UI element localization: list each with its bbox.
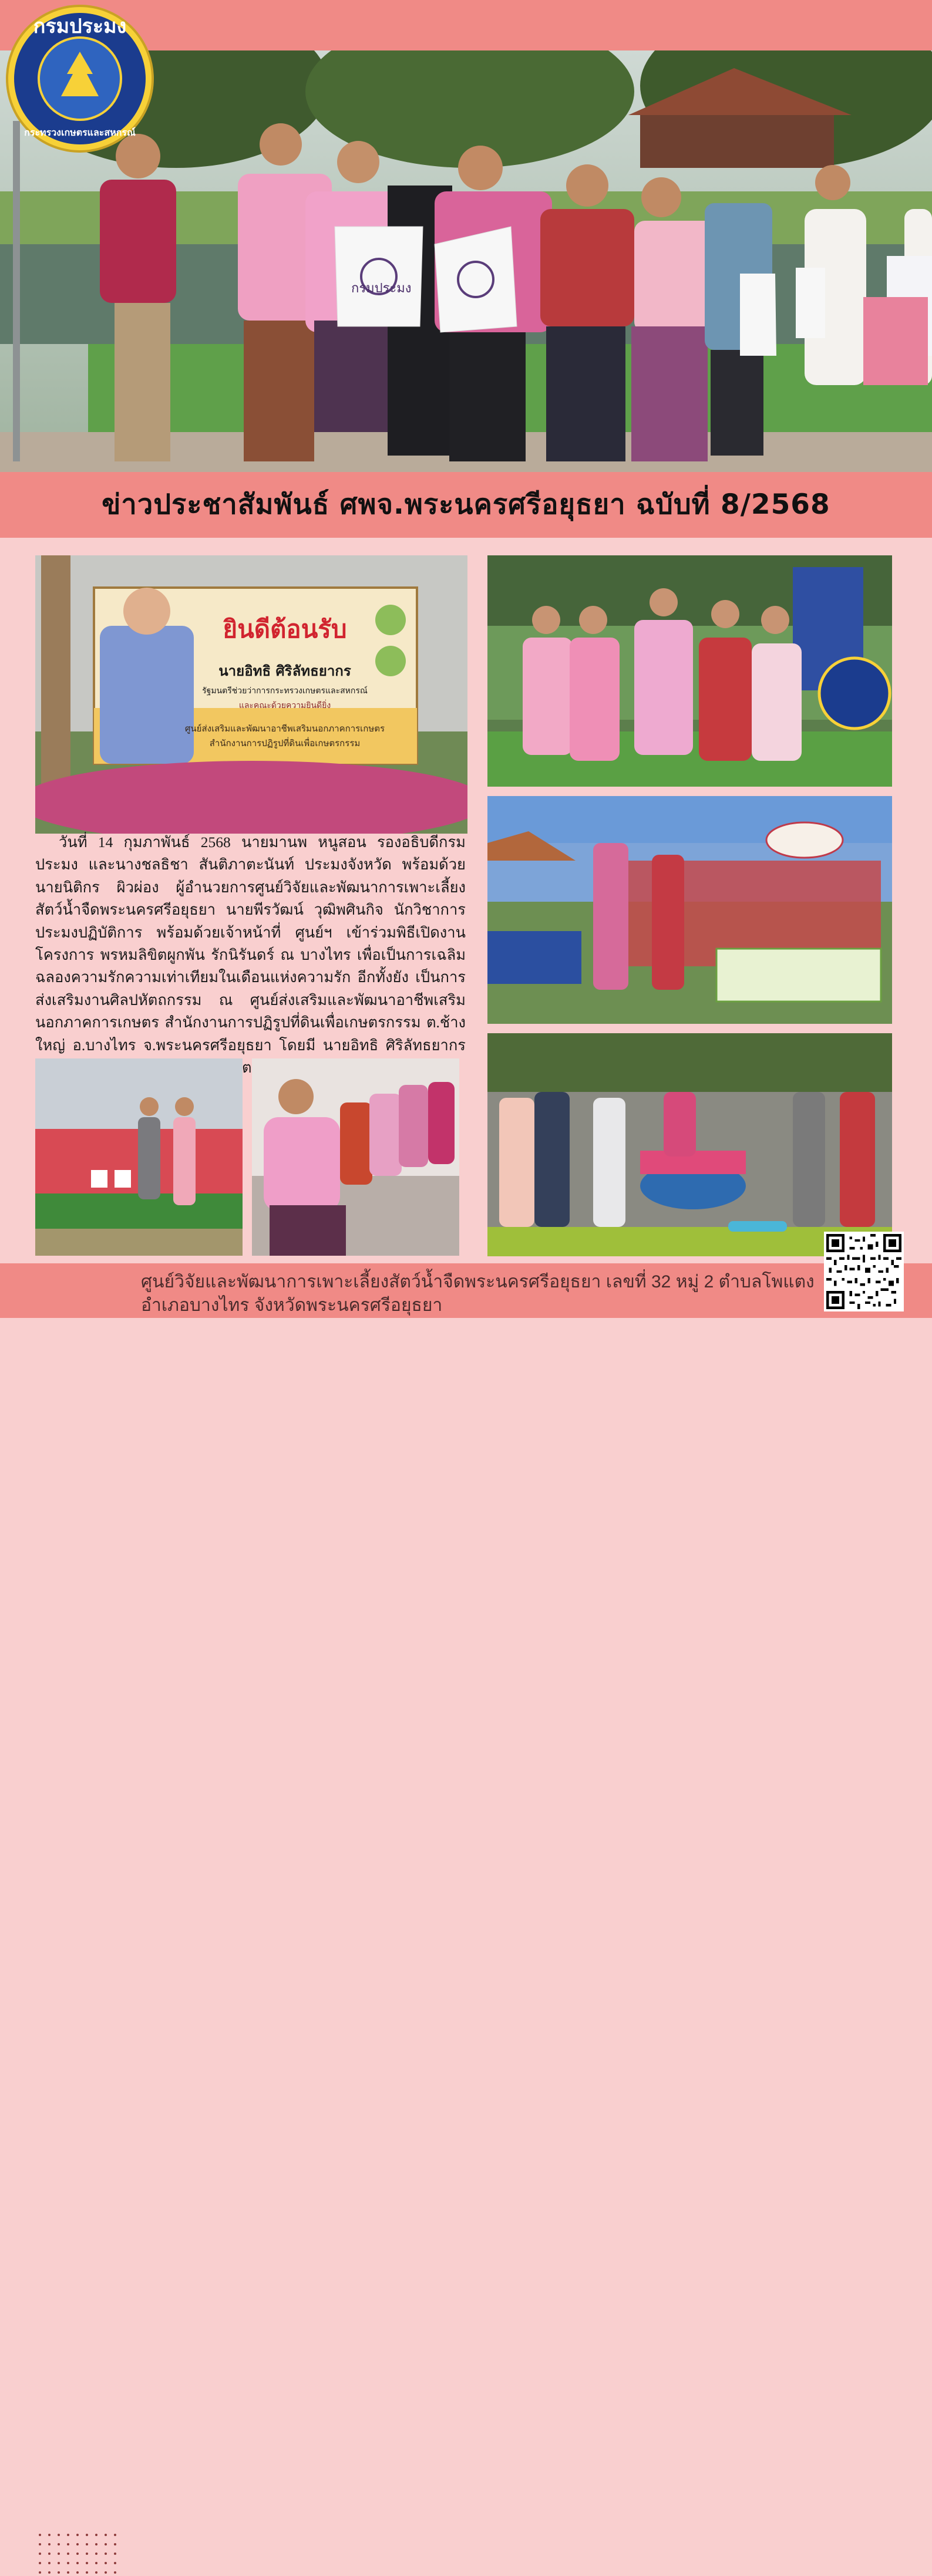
logo-top-text: กรมประมง	[33, 15, 127, 38]
staff-group-photo	[487, 555, 892, 787]
ceremony-stage-photo	[487, 796, 892, 1024]
banner-org1: ศูนย์ส่งเสริมและพัฒนาอาชีพเสริมนอกภาคการเกษตร	[184, 723, 385, 734]
qr-code-icon[interactable]	[824, 1232, 904, 1311]
banner-position: รัฐมนตรีช่วยว่าการกระทรวงเกษตรและสหกรณ์	[202, 686, 368, 696]
title-band	[0, 472, 932, 538]
decorative-dots	[36, 2531, 125, 2576]
page-title: ข่าวประชาสัมพันธ์ ศพจ.พระนครศรีอยุธยา ฉบับที่ 8/2568	[102, 488, 830, 521]
footer-address-line1: ศูนย์วิจัยและพัฒนาการเพาะเลี้ยงสัตว์น้ำจืดพระนครศรีอยุธยา เลขที่ 32 หมู่ 2 ตำบลโพแตง	[141, 1272, 815, 1292]
seated-officials-photo	[252, 1058, 459, 1256]
welcome-banner-photo	[35, 555, 467, 834]
bag-label: กรมประมง	[351, 281, 412, 296]
department-of-fisheries-seal	[5, 4, 155, 154]
banner-name: นายอิทธิ ศิริลัทธยากร	[218, 663, 351, 679]
logo-bottom-text: กระทรวงเกษตรและสหกรณ์	[24, 127, 136, 138]
banner-heading: ยินดีต้อนรับ	[223, 615, 347, 643]
banner-subline: และคณะด้วยความยินดียิ่ง	[238, 701, 331, 710]
stage-mc-photo	[35, 1058, 243, 1256]
footer-band	[0, 1263, 932, 1318]
footer-address-line2: อำเภอบางไทร จังหวัดพระนครศรีอยุธยา	[141, 1296, 443, 1315]
news-body-text: วันที่ 14 กุมภาพันธ์ 2568 นายมานพ หนูสอน รองอธิบดีกรมประมง และนางชลธิชา สันติภาตะนันท์ ประมงจังหวัด พร้อมด้วย นายนิติกร ผิวผ่อง ผู้อำนวยการศูนย์วิจัยและพัฒนาการเพาะเลี้ยงสัตว์น้ำจืดพระนครศรีอยุธยา นายพีรวัฒน์ วุฒิพศินกิจ นักวิชาการประมงปฏิบัติการ พร้อมด้วยเจ้าหน้าที่ ศูนย์ฯ เข้าร่วมพิธีเปิดงานโครงการ พรหมลิขิตผูกพัน รักนิรันดร์ ณ บางไทร เพื่อเป็นการเฉลิมฉลองความรักความเท่าเทียมในเดือนแห่งความรัก อีกทั้งยัง เป็นการส่งเสริมงานศิลปหัตถกรรม ณ ศูนย์ส่งเสริมและพัฒนาอาชีพเสริม นอกภาคการเกษตร สำนักงานการปฏิรูปที่ดินเพื่อเกษตรกรรม ต.ช้างใหญ่ อ.บางไทร จ.พระนครศรีอยุธยา โดยมี นายอิทธิ ศิริลัทธยากร	[35, 834, 466, 1054]
fish-release-photo	[487, 1033, 892, 1256]
banner-org2: สำนักงานการปฏิรูปที่ดินเพื่อเกษตรกรรม	[209, 738, 361, 748]
